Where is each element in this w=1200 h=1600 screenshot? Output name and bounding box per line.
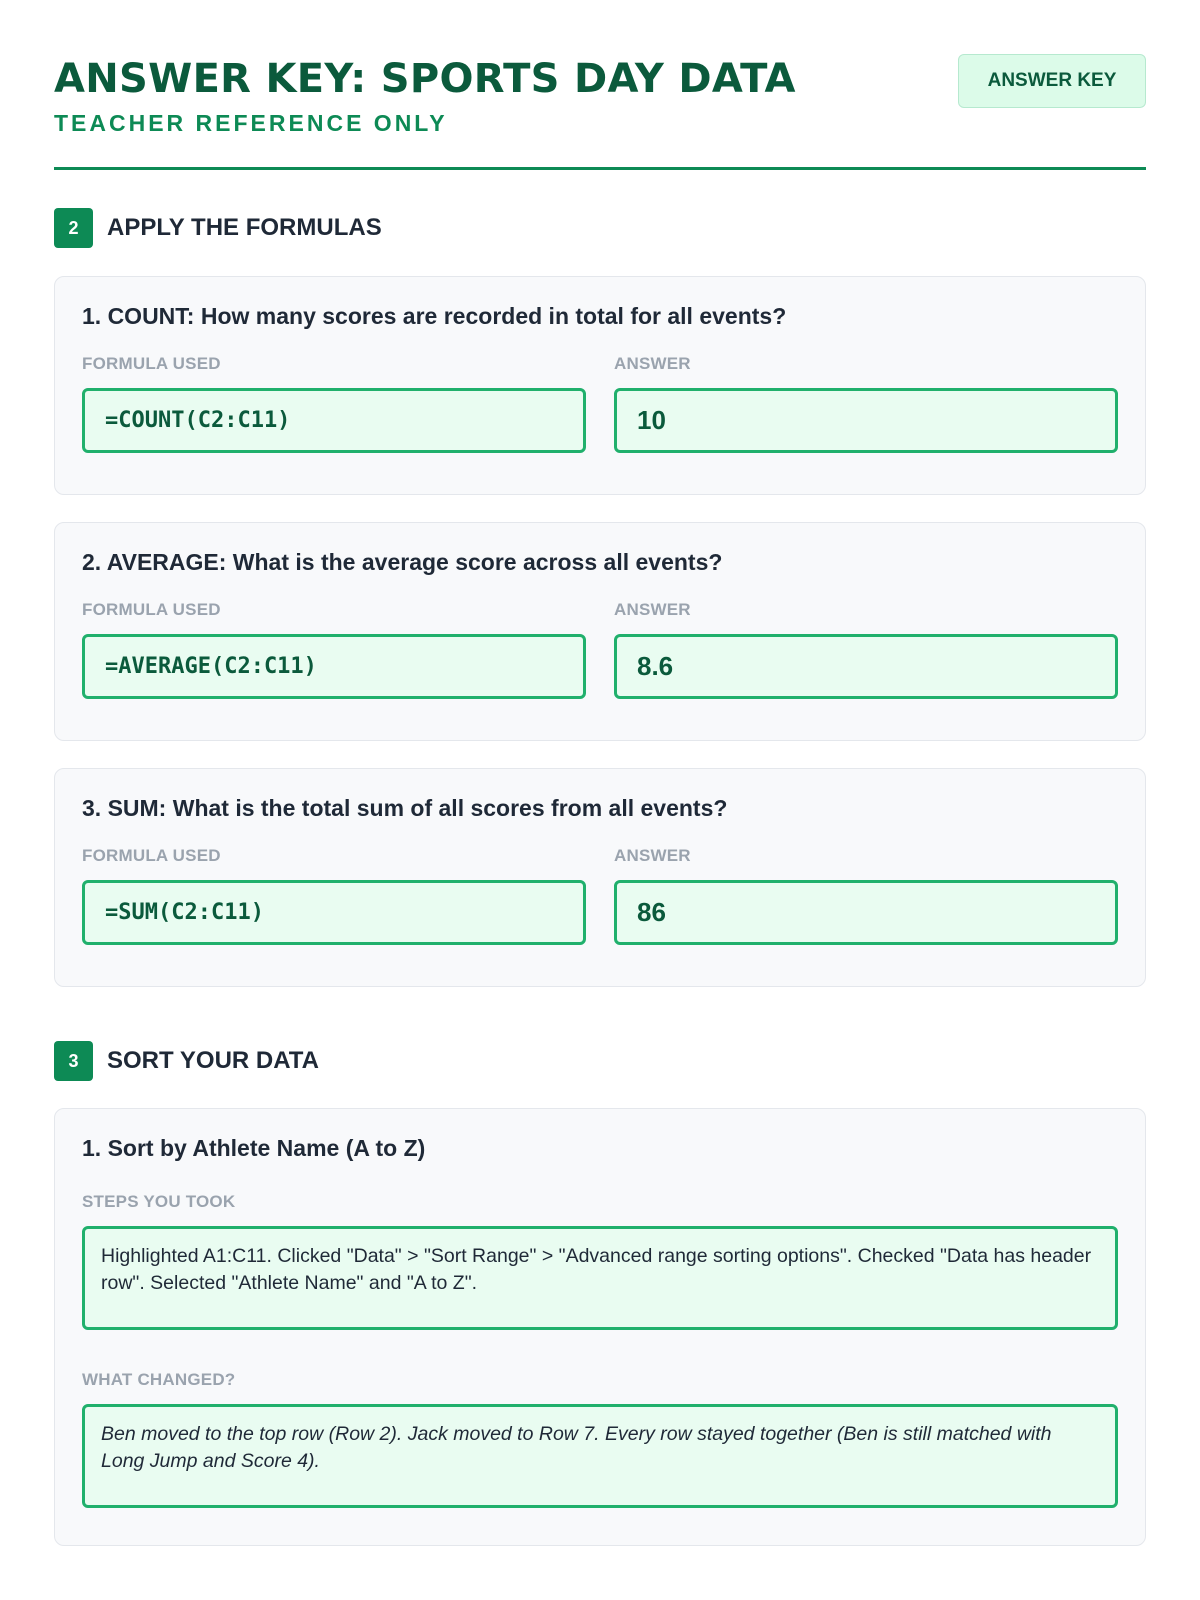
what-changed-textarea[interactable]: Ben moved to the top row (Row 2). Jack moved to Row 7. Every row stayed together (Ben is still matched with Long Jump and Score 4).	[82, 1404, 1118, 1508]
answer-row	[82, 354, 1118, 453]
answer-value: 8.6	[637, 651, 674, 681]
formula-label: FORMULA USED	[82, 600, 221, 619]
question-card	[54, 522, 1146, 741]
formula-label: FORMULA USED	[82, 846, 221, 865]
answer-label: ANSWER	[614, 846, 691, 865]
formula-field[interactable]	[82, 880, 586, 945]
formula-field[interactable]	[82, 634, 586, 699]
answer-label: ANSWER	[614, 600, 691, 619]
sort-task-card	[54, 1108, 1146, 1546]
formula-value: =COUNT(C2:C11)	[105, 408, 291, 433]
question-text: 1. COUNT: How many scores are recorded in total for all events?	[82, 303, 787, 329]
answer-value: 86	[637, 897, 666, 927]
answer-row	[82, 846, 1118, 945]
steps-textarea[interactable]: Highlighted A1:C11. Clicked "Data" > "Sort Range" > "Advanced range sorting options". Checked "Data has header row". Selected "Athlete Name" and "A to Z".	[82, 1226, 1118, 1330]
formula-label: FORMULA USED	[82, 354, 221, 373]
page-header	[54, 0, 1146, 170]
answer-key-badge: ANSWER KEY	[958, 54, 1146, 108]
answer-row	[82, 600, 1118, 699]
section-title: APPLY THE FORMULAS	[107, 214, 382, 241]
answer-label: ANSWER	[614, 354, 691, 373]
answer-column	[614, 600, 1118, 699]
section-3-header	[54, 1041, 1146, 1081]
formula-value: =AVERAGE(C2:C11)	[105, 654, 317, 679]
question-text: 2. AVERAGE: What is the average score across all events?	[82, 549, 723, 575]
answer-field[interactable]	[614, 880, 1118, 945]
formula-field[interactable]	[82, 388, 586, 453]
section-2-header	[54, 208, 1146, 248]
formula-column	[82, 600, 586, 699]
question-text: 3. SUM: What is the total sum of all scores from all events?	[82, 795, 728, 821]
answer-field[interactable]	[614, 634, 1118, 699]
answer-value: 10	[637, 405, 666, 435]
steps-label: STEPS YOU TOOK	[82, 1192, 236, 1211]
answer-column	[614, 354, 1118, 453]
formula-column	[82, 846, 586, 945]
question-card	[54, 768, 1146, 987]
section-number-badge: 3	[54, 1041, 93, 1081]
page-title: ANSWER KEY: SPORTS DAY DATA	[54, 56, 796, 102]
formula-value: =SUM(C2:C11)	[105, 900, 264, 925]
answer-field[interactable]	[614, 388, 1118, 453]
question-card	[54, 276, 1146, 495]
what-changed-label: WHAT CHANGED?	[82, 1370, 236, 1389]
section-title: SORT YOUR DATA	[107, 1047, 320, 1074]
section-number-badge: 2	[54, 208, 93, 248]
answer-column	[614, 846, 1118, 945]
page-subtitle: TEACHER REFERENCE ONLY	[54, 110, 448, 136]
formula-column	[82, 354, 586, 453]
task-title: 1. Sort by Athlete Name (A to Z)	[82, 1135, 426, 1161]
